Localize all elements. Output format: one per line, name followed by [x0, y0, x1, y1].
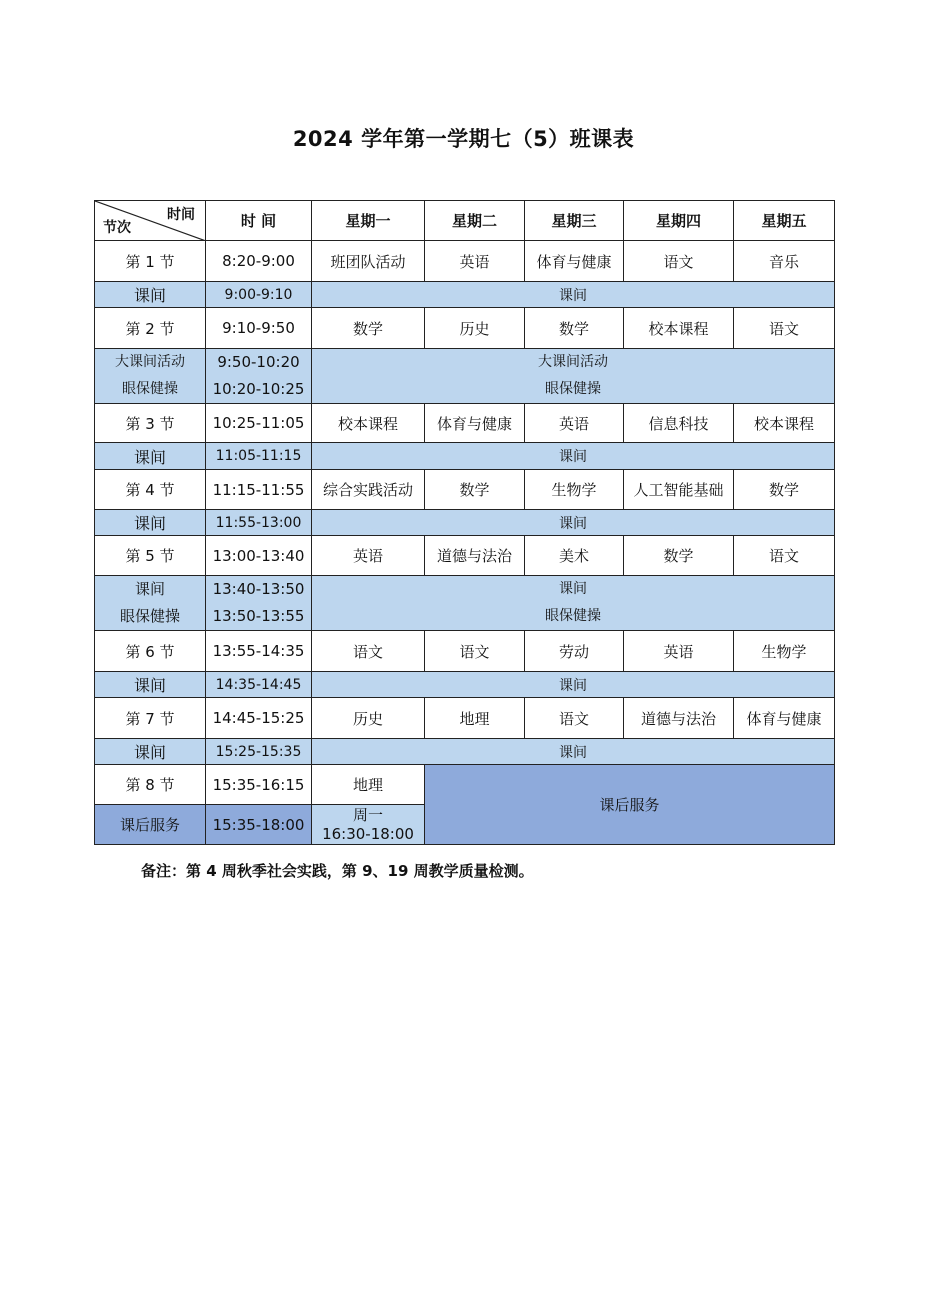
class-cell: 语文 — [425, 631, 525, 672]
class-cell: 历史 — [312, 698, 425, 739]
time-cell: 13:55-14:35 — [206, 631, 312, 672]
period-row — [95, 404, 835, 443]
class-cell: 语文 — [312, 631, 425, 672]
class-cell: 数学 — [425, 470, 525, 510]
time-line: 13:50-13:55 — [212, 607, 305, 625]
header-day: 星期三 — [525, 201, 624, 241]
break-span-line: 课间 — [559, 581, 587, 597]
big-break-row — [95, 349, 835, 404]
period-row — [95, 308, 835, 349]
class-cell: 英语 — [624, 631, 734, 672]
break-span: 课间 — [312, 672, 835, 698]
period-label: 第 8 节 — [95, 765, 206, 805]
timetable — [94, 200, 835, 845]
period-row — [95, 241, 835, 282]
class-cell: 体育与健康 — [425, 404, 525, 443]
period-label: 第 1 节 — [95, 241, 206, 282]
class-cell: 数学 — [734, 470, 835, 510]
class-cell: 信息科技 — [624, 404, 734, 443]
break-row — [95, 443, 835, 470]
class-cell: 道德与法治 — [624, 698, 734, 739]
page-title: 2024 学年第一学期七（5）班课表 — [292, 127, 635, 151]
break-label — [95, 349, 206, 404]
period-label: 第 3 节 — [95, 404, 206, 443]
break-label-line: 眼保健操 — [119, 607, 180, 625]
break-row — [95, 510, 835, 536]
time-cell: 14:45-15:25 — [206, 698, 312, 739]
time-cell: 10:25-11:05 — [206, 404, 312, 443]
class-cell: 地理 — [425, 698, 525, 739]
break-label: 课间 — [95, 739, 206, 765]
class-cell: 劳动 — [525, 631, 624, 672]
break-label — [95, 576, 206, 631]
break-span: 课间 — [312, 282, 835, 308]
time-cell: 14:35-14:45 — [206, 672, 312, 698]
class-cell: 校本课程 — [734, 404, 835, 443]
period-row — [95, 631, 835, 672]
break-span: 课间 — [312, 739, 835, 765]
time-cell: 15:35-16:15 — [206, 765, 312, 805]
class-cell: 语文 — [734, 308, 835, 349]
period-row — [95, 765, 835, 805]
service-label: 课后服务 — [95, 805, 206, 845]
break-row — [95, 282, 835, 308]
header-day: 星期五 — [734, 201, 835, 241]
break-span — [312, 349, 835, 404]
class-cell: 英语 — [312, 536, 425, 576]
break-span-line: 眼保健操 — [545, 608, 601, 624]
header-time: 时 间 — [206, 201, 312, 241]
remark-note: 备注：第 4 周秋季社会实践，第 9、19 周教学质量检测。 — [141, 862, 534, 880]
corner-top-label: 时间 — [167, 207, 195, 223]
break-span: 课间 — [312, 443, 835, 470]
class-cell: 数学 — [525, 308, 624, 349]
class-cell: 历史 — [425, 308, 525, 349]
break-span-line: 眼保健操 — [545, 381, 601, 397]
class-cell: 道德与法治 — [425, 536, 525, 576]
time-cell — [206, 349, 312, 404]
class-cell: 数学 — [312, 308, 425, 349]
time-cell: 8:20-9:00 — [206, 241, 312, 282]
break-span — [312, 576, 835, 631]
time-line: 10:20-10:25 — [212, 380, 305, 398]
break-label-line: 眼保健操 — [122, 381, 178, 397]
period-row — [95, 470, 835, 510]
corner-bottom-label: 节次 — [103, 220, 131, 236]
break-label: 课间 — [95, 282, 206, 308]
period-label: 第 2 节 — [95, 308, 206, 349]
break-label: 课间 — [95, 443, 206, 470]
class-cell: 体育与健康 — [734, 698, 835, 739]
class-cell: 生物学 — [734, 631, 835, 672]
period-label: 第 5 节 — [95, 536, 206, 576]
class-cell: 体育与健康 — [525, 241, 624, 282]
class-cell: 地理 — [312, 765, 425, 805]
header-row — [95, 201, 835, 241]
break-label: 课间 — [95, 672, 206, 698]
service-monday-day: 周一 — [352, 805, 383, 824]
break-row — [95, 739, 835, 765]
header-day: 星期一 — [312, 201, 425, 241]
class-cell: 语文 — [525, 698, 624, 739]
class-cell: 英语 — [525, 404, 624, 443]
time-cell: 11:55-13:00 — [206, 510, 312, 536]
period-row — [95, 536, 835, 576]
class-cell: 生物学 — [525, 470, 624, 510]
period-label: 第 4 节 — [95, 470, 206, 510]
period-label: 第 7 节 — [95, 698, 206, 739]
class-cell: 综合实践活动 — [312, 470, 425, 510]
class-cell: 语文 — [624, 241, 734, 282]
class-cell: 校本课程 — [624, 308, 734, 349]
period-row — [95, 698, 835, 739]
break-row — [95, 672, 835, 698]
header-day: 星期二 — [425, 201, 525, 241]
service-monday-cell — [312, 805, 425, 845]
break-span-line: 大课间活动 — [538, 354, 608, 370]
time-cell: 9:10-9:50 — [206, 308, 312, 349]
class-cell: 人工智能基础 — [624, 470, 734, 510]
time-line: 13:40-13:50 — [212, 580, 305, 598]
corner-cell — [95, 201, 206, 241]
time-cell: 9:00-9:10 — [206, 282, 312, 308]
break-label-line: 课间 — [134, 580, 165, 598]
class-cell: 数学 — [624, 536, 734, 576]
class-cell: 语文 — [734, 536, 835, 576]
time-cell: 15:35-18:00 — [206, 805, 312, 845]
class-cell: 美术 — [525, 536, 624, 576]
time-line: 9:50-10:20 — [217, 353, 300, 371]
break-span: 课间 — [312, 510, 835, 536]
break-row-double — [95, 576, 835, 631]
time-cell: 11:05-11:15 — [206, 443, 312, 470]
time-cell: 11:15-11:55 — [206, 470, 312, 510]
header-day: 星期四 — [624, 201, 734, 241]
class-cell: 音乐 — [734, 241, 835, 282]
break-label: 课间 — [95, 510, 206, 536]
class-cell: 校本课程 — [312, 404, 425, 443]
time-cell: 15:25-15:35 — [206, 739, 312, 765]
service-monday-time: 16:30-18:00 — [322, 824, 414, 843]
after-school-service-span: 课后服务 — [425, 765, 835, 845]
time-cell: 13:00-13:40 — [206, 536, 312, 576]
class-cell: 班团队活动 — [312, 241, 425, 282]
break-label-line: 大课间活动 — [115, 354, 185, 370]
time-cell — [206, 576, 312, 631]
period-label: 第 6 节 — [95, 631, 206, 672]
class-cell: 英语 — [425, 241, 525, 282]
